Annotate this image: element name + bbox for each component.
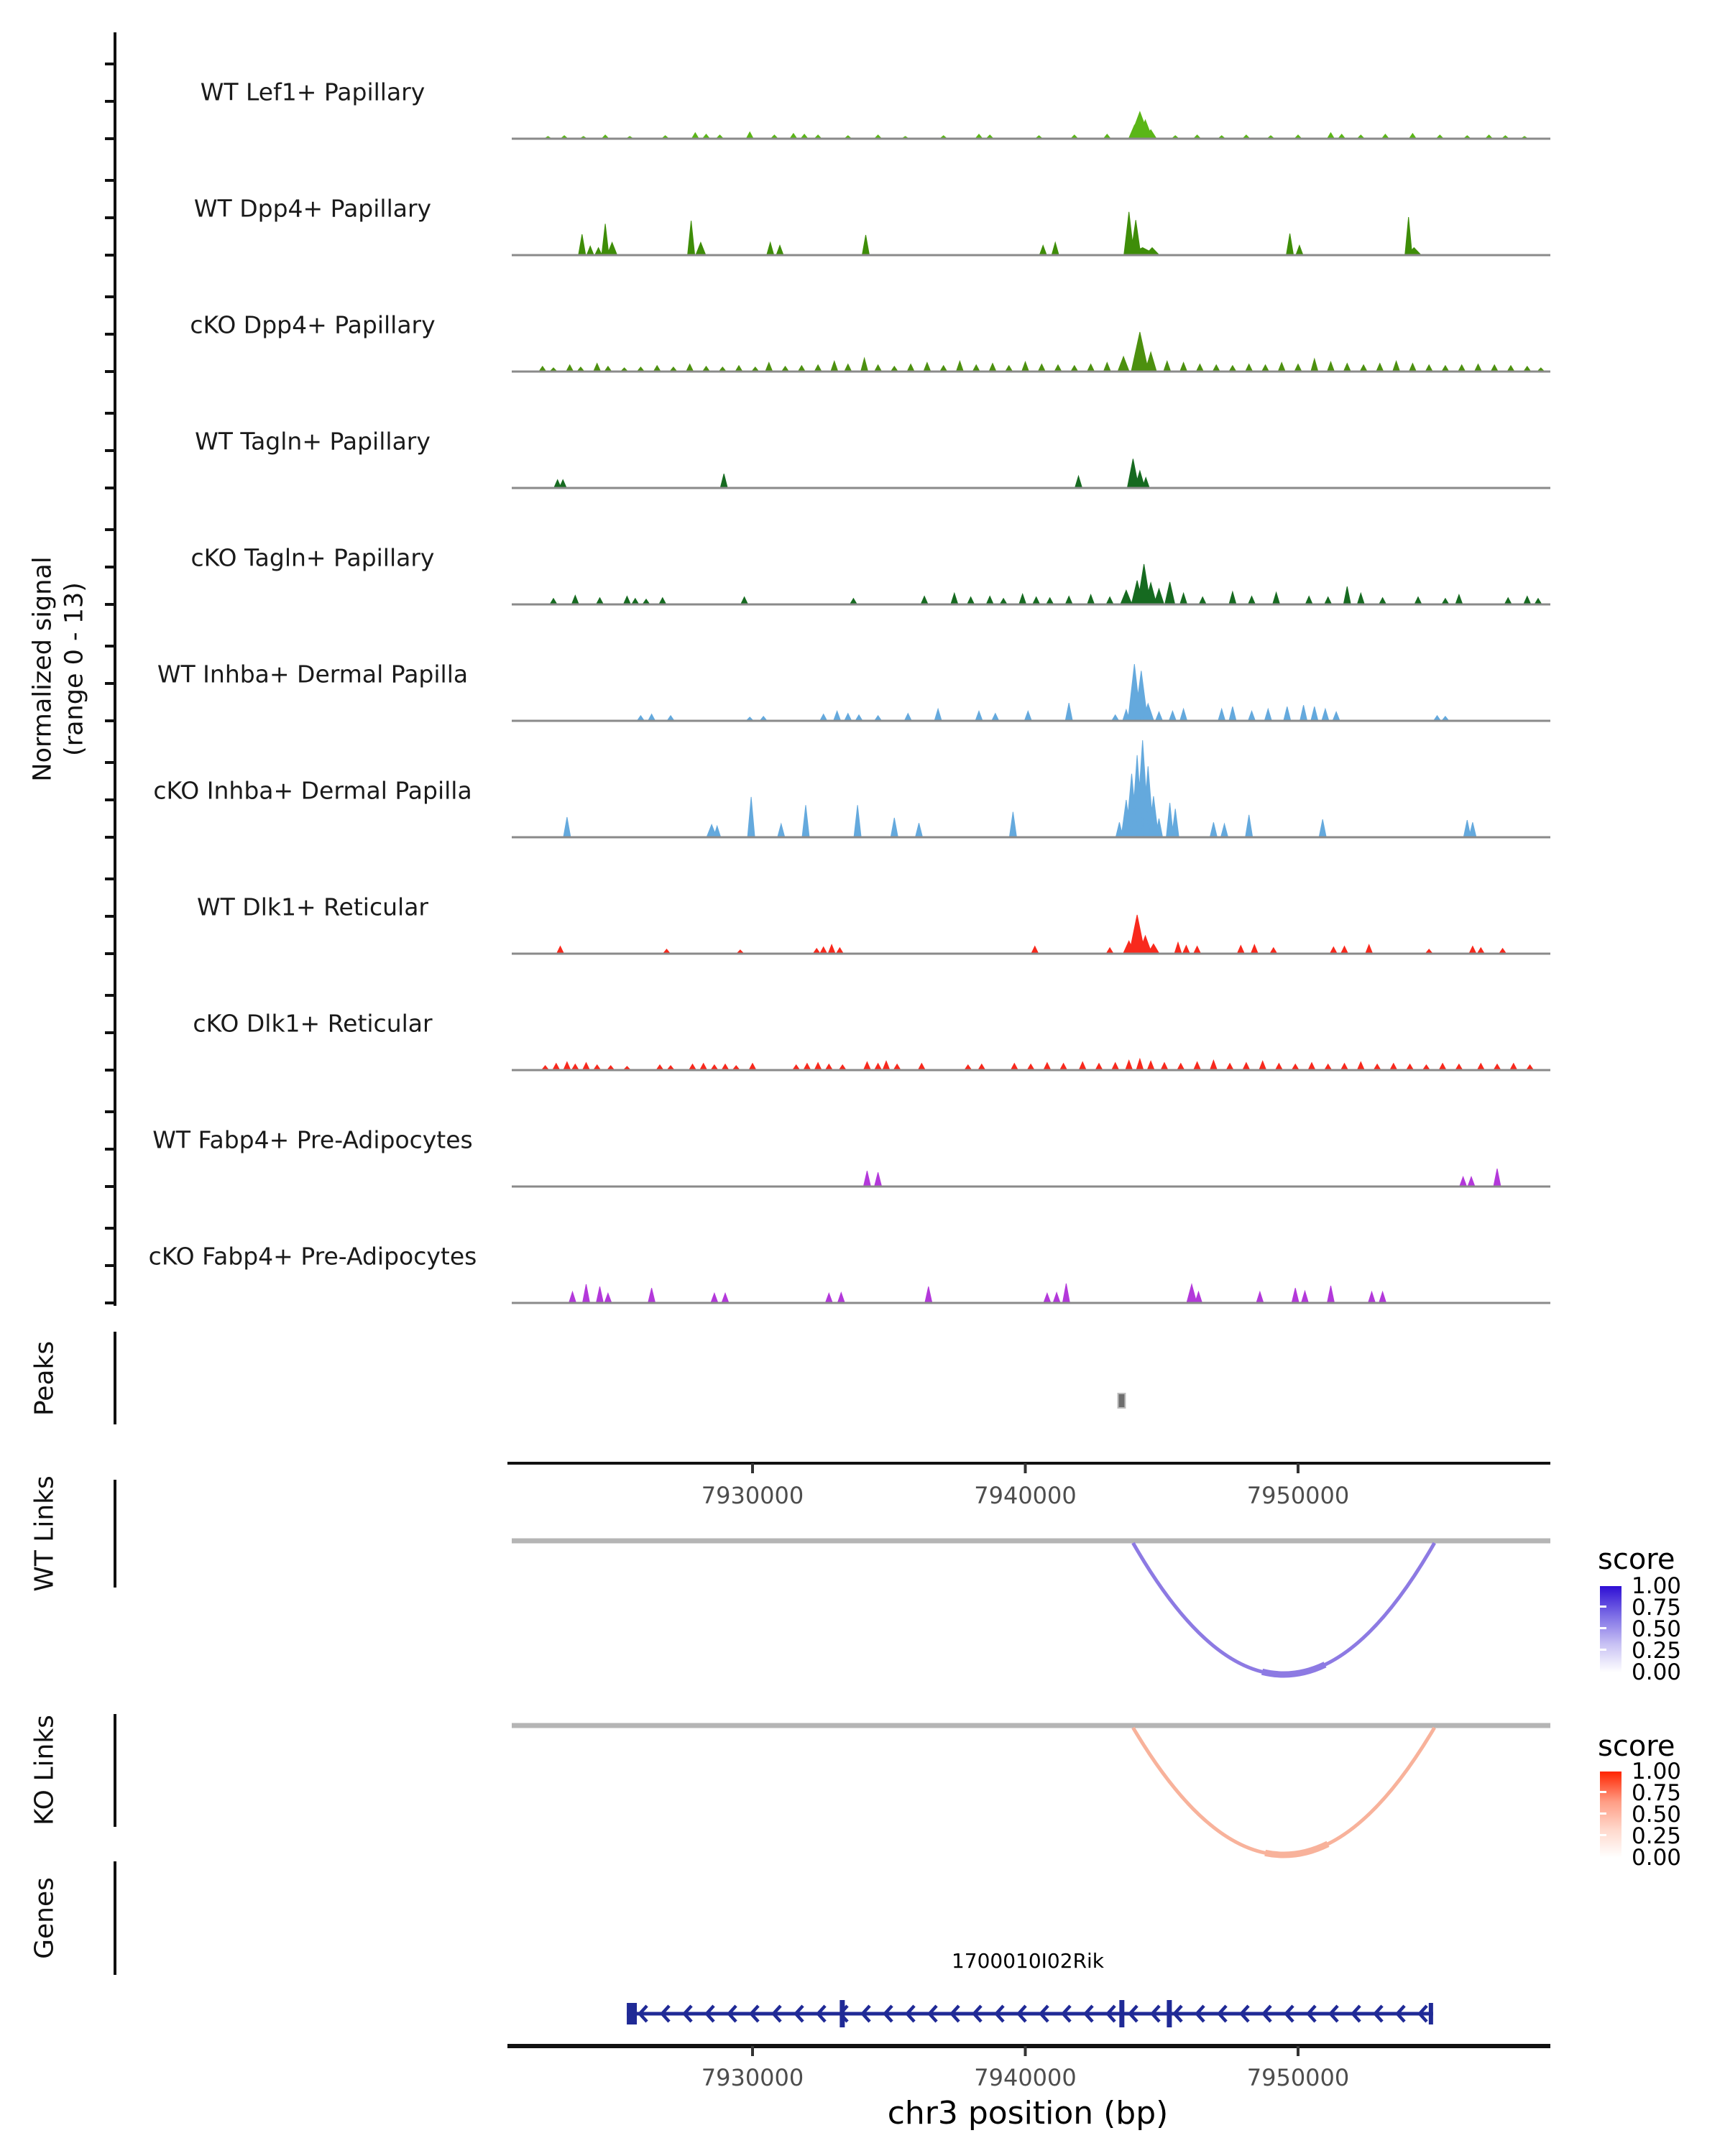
ko-legend-gradient-bar	[1600, 1772, 1622, 1858]
ko-legend-title: score	[1598, 1730, 1675, 1763]
signal-track-area	[557, 915, 1506, 954]
y-axis-title	[27, 556, 91, 781]
gene-exon-tick	[1167, 2000, 1172, 2027]
wt-legend-gradient-bar	[1600, 1586, 1622, 1672]
signal-track-area	[637, 664, 1449, 721]
wt-legend-label: 0.00	[1632, 1659, 1682, 1685]
bottom-axis-tick-label: 7930000	[701, 2064, 804, 2091]
legend-tick	[1600, 1834, 1606, 1836]
track-label: WT Dlk1+ Reticular	[197, 893, 428, 921]
bottom-axis-tick-label: 7950000	[1246, 2064, 1350, 2091]
ko-legend-label: 1.00	[1632, 1759, 1682, 1784]
signal-track-area	[554, 459, 1149, 489]
wt-legend-label: 0.50	[1632, 1616, 1682, 1642]
ko-legend-label: 0.25	[1632, 1823, 1682, 1849]
track-label: cKO Fabp4+ Pre-Adipocytes	[148, 1242, 477, 1271]
ko-legend-label: 0.50	[1632, 1802, 1682, 1828]
track-label: WT Lef1+ Papillary	[200, 78, 426, 106]
track-label: cKO Tagln+ Papillary	[190, 543, 435, 572]
ko-legend-label: 0.00	[1632, 1845, 1682, 1871]
signal-track-area	[579, 212, 1422, 255]
gene-start-exon-block	[627, 2003, 637, 2024]
gene-end-tick	[1429, 2003, 1433, 2024]
peaks-axis-tick-label: 7950000	[1246, 1482, 1350, 1509]
track-label: WT Tagln+ Papillary	[195, 427, 431, 456]
wt-link-arc	[1133, 1543, 1434, 1674]
gene-name-label: 1700010I02Rik	[951, 1949, 1105, 1973]
legend-tick	[1600, 1812, 1606, 1815]
peaks-axis-tick-label: 7930000	[701, 1482, 804, 1509]
signal-track-area	[544, 112, 1528, 139]
wt-legend-label: 0.25	[1632, 1638, 1682, 1664]
y-axis-title-line1: Normalized signal	[28, 556, 58, 782]
x-axis-title: chr3 position (bp)	[887, 2095, 1169, 2132]
track-label: WT Fabp4+ Pre-Adipocytes	[152, 1125, 473, 1154]
track-label: cKO Inhba+ Dermal Papilla	[153, 776, 472, 805]
legend-tick	[1600, 1791, 1606, 1793]
signal-track-area	[564, 740, 1476, 837]
peak-interval-mark	[1118, 1393, 1126, 1408]
legend-tick	[1600, 1627, 1606, 1629]
gene-exon-tick	[840, 2000, 845, 2027]
ko-link-arc	[1133, 1728, 1434, 1855]
signal-track-area	[569, 1284, 1386, 1303]
track-label: WT Inhba+ Dermal Papilla	[157, 660, 469, 688]
track-label: cKO Dlk1+ Reticular	[193, 1009, 433, 1038]
y-axis-title-line2: (range 0 - 13)	[60, 582, 88, 756]
wt-legend-title: score	[1598, 1543, 1675, 1576]
wt-legend-label: 1.00	[1632, 1573, 1682, 1599]
peaks-axis-tick-label: 7940000	[974, 1482, 1077, 1509]
bottom-axis-tick-label: 7940000	[974, 2064, 1077, 2091]
track-label: WT Dpp4+ Papillary	[193, 194, 432, 223]
section-label-genes: Genes	[29, 1877, 60, 1959]
signal-track-area	[863, 1169, 1501, 1187]
section-label-wt-links: WT Links	[29, 1475, 60, 1592]
signal-track-area	[550, 564, 1542, 604]
track-label: cKO Dpp4+ Papillary	[190, 310, 436, 339]
section-label-peaks: Peaks	[29, 1340, 60, 1416]
legend-tick	[1600, 1606, 1606, 1608]
signal-track-area	[542, 1059, 1534, 1070]
legend-tick	[1600, 1649, 1606, 1651]
signal-track-area	[539, 332, 1545, 372]
gene-exon-tick	[1119, 2000, 1124, 2027]
section-label-ko-links: KO Links	[29, 1715, 60, 1825]
wt-legend-label: 0.75	[1632, 1595, 1682, 1621]
ko-legend-label: 0.75	[1632, 1780, 1682, 1806]
